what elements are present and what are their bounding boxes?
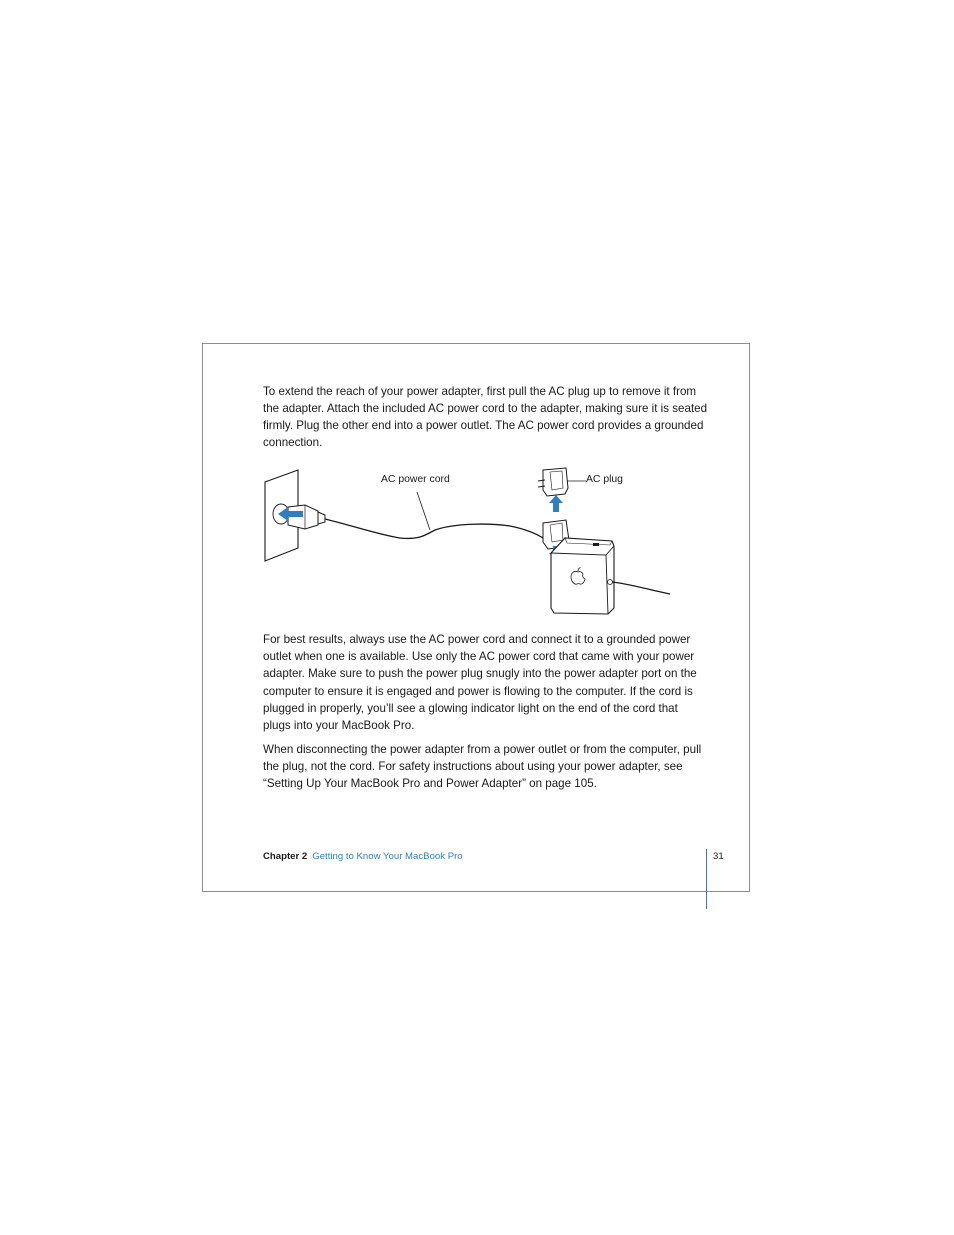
remove-plug-arrow-icon xyxy=(549,495,563,512)
detached-ac-plug xyxy=(538,468,568,496)
dc-cord-line xyxy=(612,582,670,594)
chapter-title: Getting to Know Your MacBook Pro xyxy=(312,851,463,862)
page-number: 31 xyxy=(713,851,724,862)
chapter-label: Chapter 2 xyxy=(263,851,308,862)
power-adapter-illustration xyxy=(255,462,695,622)
footer-chapter xyxy=(263,851,463,862)
callout-ac-power-cord: AC power cord xyxy=(381,474,450,485)
body-paragraph-2: For best results, always use the AC power cord and connect it to a grounded power outlet when one is available. Use only the AC power cord that came with your power adapter. Make sure to push the power plug snugly into the power adapter port on the computer to ensure it is engaged and power is flowing to the computer. If the cord is plugged in properly, you’ll see a glowing indicator light on the end of the cord that plugs into your MacBook Pro. xyxy=(263,633,697,733)
cord-callout-leader xyxy=(417,492,430,530)
power-adapter-brick xyxy=(551,538,614,614)
callout-ac-plug: AC plug xyxy=(586,474,623,485)
body-paragraph-1: To extend the reach of your power adapter, first pull the AC plug up to remove it from the adapter. Attach the included AC power cord to the adapter, making sure it is seated firmly. Plug the other end into a power outlet. The AC power cord provides a grounded connection. xyxy=(263,385,708,449)
body-paragraph-3: When disconnecting the power adapter from a power outlet or from the computer, pull the plug, not the cord. For safety instructions about using your power adapter, see “Setting Up Your MacBook Pro and Power Adapter” on page 105. xyxy=(263,743,702,791)
ac-power-cord-line xyxy=(325,519,543,538)
page-number-rule xyxy=(706,849,707,909)
